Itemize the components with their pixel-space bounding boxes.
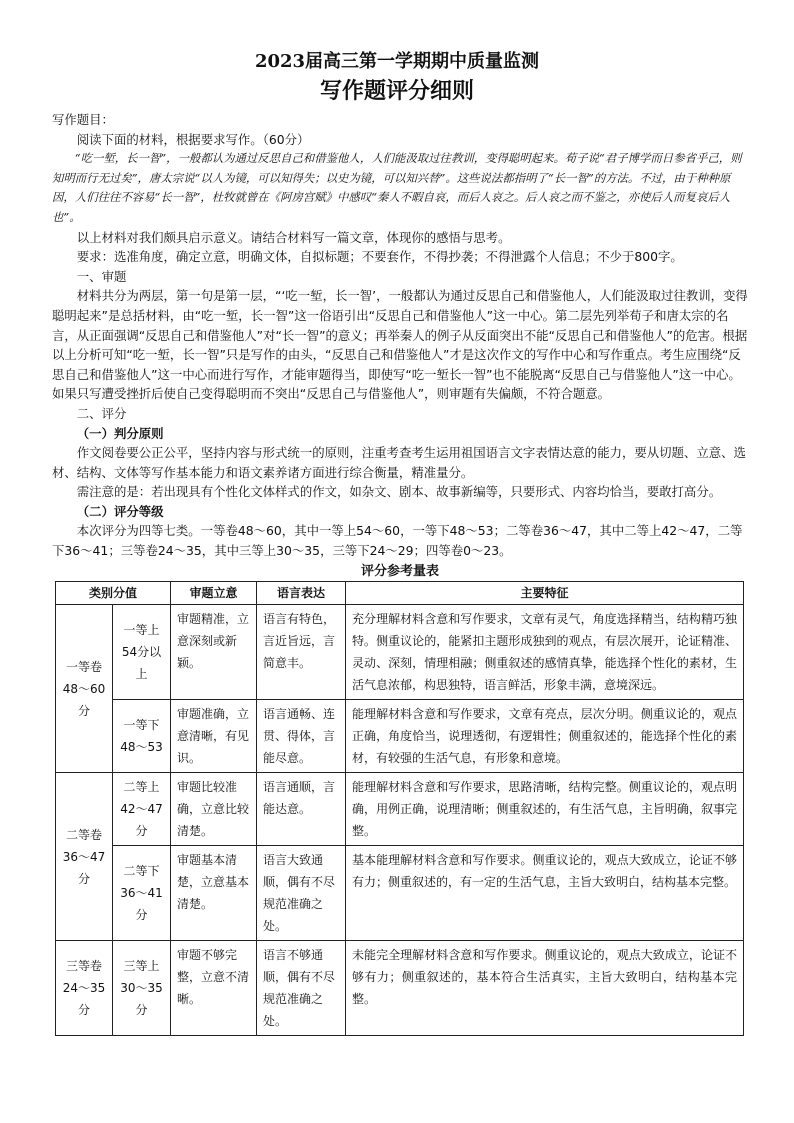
- category-cell: 一等卷48～60分: [56, 605, 113, 773]
- table-caption: 评分参考量表: [360, 563, 439, 579]
- table-row: [56, 773, 744, 846]
- topic-cell: 审题基本清楚，立意基本清楚。: [171, 846, 257, 941]
- topic-cell: 审题比较准确，立意比较清楚。: [171, 773, 257, 846]
- features-cell: 未能完全理解材料含意和写作要求。侧重议论的，观点大致成立，论证不够有力；侧重叙述的，基本符合生活真实，主旨大致明白，结构基本完整。: [346, 941, 744, 1036]
- topic-cell: 审题不够完整，立意不清晰。: [171, 941, 257, 1036]
- category-cell: 三等卷24～35分: [56, 941, 113, 1036]
- document-body: [52, 110, 748, 1036]
- scoring-table: [55, 581, 744, 1036]
- header-language: 语言表达: [257, 582, 346, 605]
- header-category: 类别分值: [56, 582, 171, 605]
- language-cell: 语言有特色，言近旨远，言简意丰。: [257, 605, 346, 700]
- subcategory-cell: 二等上42～47分: [113, 773, 171, 846]
- table-header-row: [56, 582, 744, 605]
- language-cell: 语言大致通顺，偶有不尽规范准确之处。: [257, 846, 346, 941]
- material-text: “吃一堑，长一智”，一般都认为通过反思自己和借鉴他人，人们能汲取过往教训，变得聪明起来。荀子说“君子博学而日参省乎己，则知明而行无过矣”，唐太宗说“以人为镜，可以知得失；以史为镜，可以知兴替”。这些说法都指明了“长一智”的方法。不过，由于种种原因，人们往往不容易“长一智”，杜牧就曾在《阿房宫赋》中感叹“秦人不暇自哀，而后人哀之。后人哀之而不鉴之，亦使后人而复哀后人也”。: [52, 151, 742, 224]
- table-row: [56, 941, 744, 1036]
- requirements-text: 要求：选准角度，确定立意，明确文体，自拟标题；不要套作，不得抄袭；不得泄露个人信息；不少于800字。: [76, 249, 683, 265]
- principles-paragraph-1: 作文阅卷要公正公平，坚持内容与形式统一的原则，注重考查考生运用祖国语言文字表情达意的能力，要从切题、立意、选材、结构、文体等写作基本能力和语文素养诸方面进行综合衡量，精准量分。: [52, 445, 746, 480]
- section-heading-scoring: 二、评分: [76, 405, 127, 421]
- language-cell: 语言通顺，言能达意。: [257, 773, 346, 846]
- principles-paragraph-2: 需注意的是：若出现具有个性化文体样式的作文，如杂文、剧本、故事新编等，只要形式、内容均恰当，要敢打高分。: [76, 484, 722, 500]
- table-row: [56, 700, 744, 773]
- table-row: [56, 605, 744, 700]
- instruction-text: 阅读下面的材料，根据要求写作。（60分）: [76, 131, 310, 147]
- topic-cell: 审题准确，立意清晰，有见识。: [171, 700, 257, 773]
- section-heading-review: 一、审题: [76, 268, 127, 284]
- grades-paragraph: 本次评分为四等七类。一等卷48～60，其中一等上54～60，一等下48～53；二等卷36～47，其中二等上42～47，二等下36～41；三等卷24～35，其中三等上30～35，三等下24～29；四等卷0～23。: [52, 523, 743, 559]
- features-cell: 能理解材料含意和写作要求，文章有亮点，层次分明。侧重议论的，观点正确，角度恰当，说理透彻，有逻辑性；侧重叙述的，能选择个性化的素材，有较强的生活气息，有形象和意境。: [346, 700, 744, 773]
- exam-title: 2023届高三第一学期期中质量监测: [254, 51, 540, 72]
- subcategory-cell: 一等上54分以上: [113, 605, 171, 700]
- subcategory-cell: 三等上30～35分: [113, 941, 171, 1036]
- features-cell: 能理解材料含意和写作要求，思路清晰，结构完整。侧重议论的，观点明确，用例正确，说理清晰；侧重叙述的，有生活气息，主旨明确，叙事完整。: [346, 773, 744, 846]
- topic-cell: 审题精准，立意深刻或新颖。: [171, 605, 257, 700]
- table-row: [56, 846, 744, 941]
- subsection-heading-principles: （一）判分原则: [76, 425, 164, 441]
- category-cell: 二等卷36～47分: [56, 773, 113, 941]
- prompt-label: 写作题目：: [52, 112, 114, 127]
- subsection-heading-grades: （二）评分等级: [76, 503, 164, 519]
- review-paragraph: 材料共分为两层，第一句是第一层，“‘吃一堑，长一智’，一般都认为通过反思自己和借鉴他人，人们能汲取过往教训，变得聪明起来”是总括材料，由“吃一堑，长一智”这一俗语引出“反思自己和借鉴他人”这一中心。第二层先列举荀子和唐太宗的名言，从正面强调“反思自己和借鉴他人”对“长一智”的意义；再举秦人的例子从反面突出不能“反思自己和借鉴他人”的危害。根据以上分析可知“吃一堑，长一智”只是写作的由头，“反思自己和借鉴他人”才是这次作文的写作中心和写作重点。考生应围绕“反思自己和借鉴他人”这一中心而进行写作，才能审题得当，即使写“吃一堑长一智”也不能脱离“反思自己与借鉴他人”这一中心。如果只写遭受挫折后使自己变得聪明而不突出“反思自己与借鉴他人”，则审题有失偏颇，不符合题意。: [52, 288, 748, 402]
- features-cell: 基本能理解材料含意和写作要求。侧重议论的，观点大致成立，论证不够有力；侧重叙述的，有一定的生活气息，主旨大致明白，结构基本完整。: [346, 846, 744, 941]
- rubric-title: 写作题评分细则: [319, 78, 474, 104]
- language-cell: 语言不够通顺，偶有不尽规范准确之处。: [257, 941, 346, 1036]
- subcategory-cell: 二等下36～41分: [113, 846, 171, 941]
- header-topic: 审题立意: [171, 582, 257, 605]
- language-cell: 语言通畅、连贯、得体，言能尽意。: [257, 700, 346, 773]
- subcategory-cell: 一等下48～53: [113, 700, 171, 773]
- task-text: 以上材料对我们颇具启示意义。请结合材料写一篇文章，体现你的感悟与思考。: [76, 229, 511, 245]
- features-cell: 充分理解材料含意和写作要求，文章有灵气，角度选择精当，结构精巧独特。侧重议论的，能紧扣主题形成独到的观点，有层次展开，论证精准、灵动、深刻，情理相融；侧重叙述的感情真挚，能选择个性化的素材，生活气息浓郁，构思独特，语言鲜活，形象丰满，意境深远。: [346, 605, 744, 700]
- header-features: 主要特征: [346, 582, 744, 605]
